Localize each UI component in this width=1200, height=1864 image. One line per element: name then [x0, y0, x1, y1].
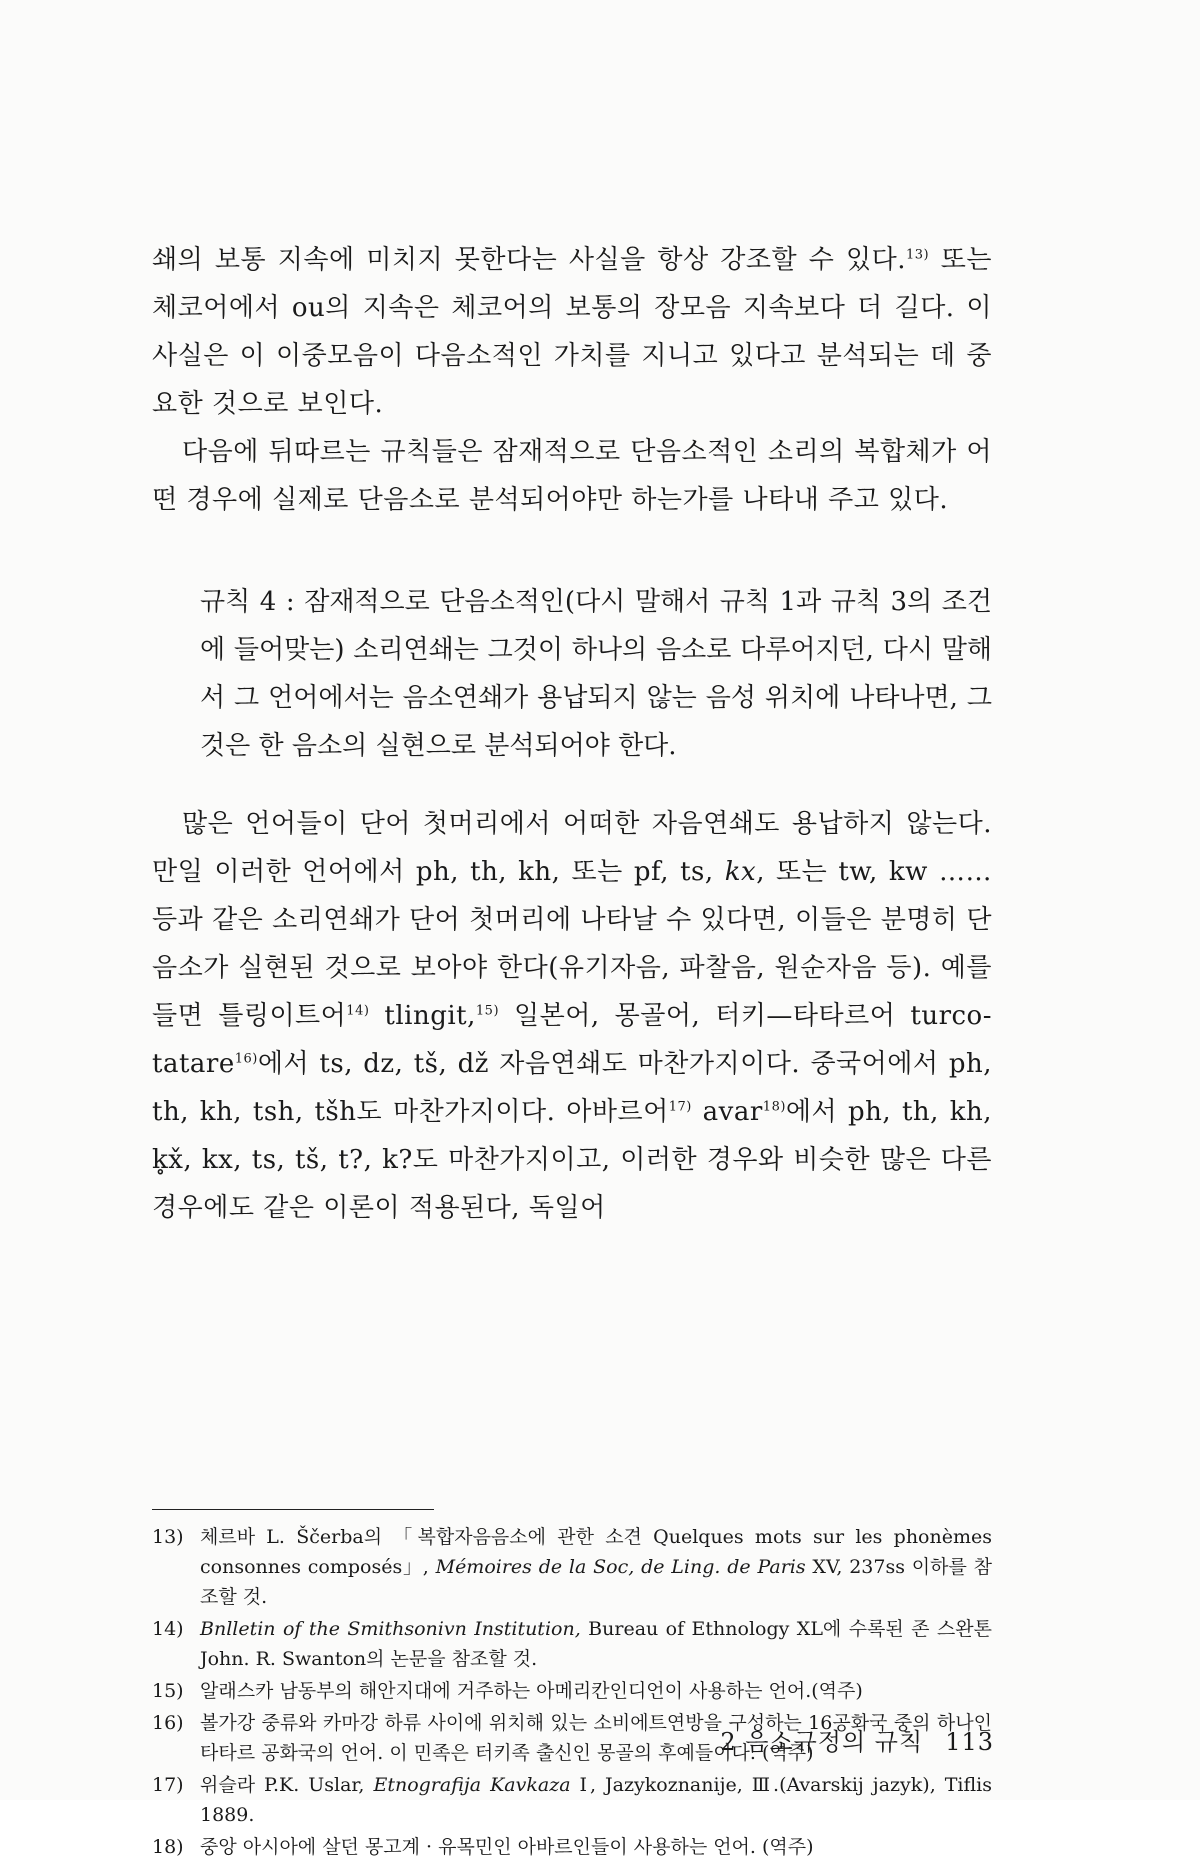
footnote-ref-15: 15): [475, 1003, 500, 1019]
rule-4-block: [200, 578, 992, 770]
footnote-number: 15): [152, 1680, 184, 1702]
footnotes: [152, 1522, 992, 1864]
footnote-17: [152, 1770, 992, 1830]
footnote-text: 알래스카 남동부의 해안지대에 거주하는 아메리칸인디언이 사용하는 언어.(역주): [200, 1680, 863, 1702]
page-number: 113: [945, 1728, 994, 1756]
paragraph-continued: [152, 236, 992, 428]
body-text: 에서 ts, dz, tš, dž 자음연쇄도 마찬가지이다. 중국어에서 ph, th, kh, tsh, tšh도 마찬가지이다. 아바르어: [152, 1049, 992, 1127]
footnote-ref-16: 16): [234, 1051, 258, 1067]
body-text: 많은 언어들이 단어 첫머리에서 어떠한 자음연쇄도 용납하지 않는다. 만일 이러한 언어에서 ph, th, kh, 또는 pf, ts,: [152, 809, 992, 887]
footnote-number: 18): [152, 1836, 184, 1858]
body-text-top: [152, 236, 992, 524]
body-text: tlingit,: [369, 1001, 476, 1031]
footnote-13: [152, 1522, 992, 1612]
footnote-divider: [152, 1509, 434, 1510]
chapter-title: 2 음소규정의 규칙: [720, 1728, 924, 1756]
footnote-18: [152, 1832, 992, 1862]
footnote-text: Ⅰ, Jazykoznanije, Ⅲ.(Avarskij jazyk), Tiflis 1889.: [200, 1774, 992, 1826]
body-text: , 또는 tw, kw …… 등과 같은 소리연쇄가 단어 첫머리에 나타날 수 있다면, 이들은 분명히 단음소가 실현된 것으로 보아야 한다(유기자음, 파찰음, 원순자음 등). 예를 들면 틀링이트어: [152, 857, 992, 1031]
footnote-text: 위슬라 P.K. Uslar,: [200, 1774, 374, 1796]
italic-term: kx: [724, 857, 757, 887]
body-text: 에서 ph, th, kh, k̥x̌, kx, ts, tš, t?, k?도 마찬가지이고, 이러한 경우와 비슷한 많은 다른 경우에도 같은 이론이 적용된다, 독일어: [152, 1097, 992, 1223]
footnote-text: Bureau of Ethnology XL에 수록된 존 스완톤 John. R. Swanton의 논문을 참조할 것.: [200, 1618, 992, 1670]
footnote-15: [152, 1676, 992, 1706]
body-text: 일본어, 몽골어, 터키—타타르어 turco-tatare: [152, 1001, 992, 1079]
footnote-ref-17: 17): [668, 1099, 692, 1115]
footnote-text: 볼가강 중류와 카마강 하류 사이에 위치해 있는 소비에트연방을 구성하는 16공화국 중의 하나인 타타르 공화국의 언어. 이 민족은 터키족 출신인 몽골의 후예들이다. (역주): [200, 1712, 992, 1764]
body-text: avar: [691, 1097, 763, 1127]
footnote-14: [152, 1614, 992, 1674]
footnote-text: XV, 237ss 이하를 참조할 것.: [200, 1556, 992, 1608]
footnote-number: 13): [152, 1526, 184, 1548]
footnote-text: 체르바 L. Ščerba의 「복합자음음소에 관한 소견 Quelques mots sur les phonèmes consonnes composés」,: [200, 1526, 992, 1578]
page-footer: [720, 1722, 994, 1757]
body-text: 또는 체코어에서 ou의 지속은 체코어의 보통의 장모음 지속보다 더 길다. 이 사실은 이 이중모음이 다음소적인 가치를 지니고 있다고 분석되는 데 중요한 것으로 보인다.: [152, 245, 992, 419]
footnote-number: 17): [152, 1774, 184, 1796]
rule-4-text: 규칙 4 : 잠재적으로 단음소적인(다시 말해서 규칙 1과 규칙 3의 조건에 들어맞는) 소리연쇄는 그것이 하나의 음소로 다루어지던, 다시 말해서 그 언어에서는 음소연쇄가 용납되지 않는 음성 위치에 나타나면, 그것은 한 음소의 실현으로 분석되어야 한다.: [200, 587, 992, 761]
body-text-bottom: [152, 800, 992, 1232]
footnote-text: 중앙 아시아에 살던 몽고계 · 유목민인 아바르인들이 사용하는 언어. (역주): [200, 1836, 814, 1858]
footnote-ref-14: 14): [346, 1003, 370, 1019]
footnote-ref-18: 18): [762, 1099, 786, 1115]
body-text: 쇄의 보통 지속에 미치지 못한다는 사실을 항상 강조할 수 있다.: [152, 245, 906, 275]
paragraph: 다음에 뒤따르는 규칙들은 잠재적으로 단음소적인 소리의 복합체가 어떤 경우에 실제로 단음소로 분석되어야만 하는가를 나타내 주고 있다.: [152, 437, 992, 515]
footnote-ref-13: 13): [905, 247, 930, 263]
footnote-number: 16): [152, 1712, 184, 1734]
paragraph: [152, 800, 992, 1232]
footnote-italic: Mémoires de la Soc, de Ling. de Paris: [435, 1556, 806, 1578]
footnote-italic: Etnografija Kavkaza: [373, 1774, 571, 1796]
footnote-number: 14): [152, 1618, 184, 1640]
footnote-italic: Bnlletin of the Smithsonivn Institution,: [200, 1618, 581, 1640]
